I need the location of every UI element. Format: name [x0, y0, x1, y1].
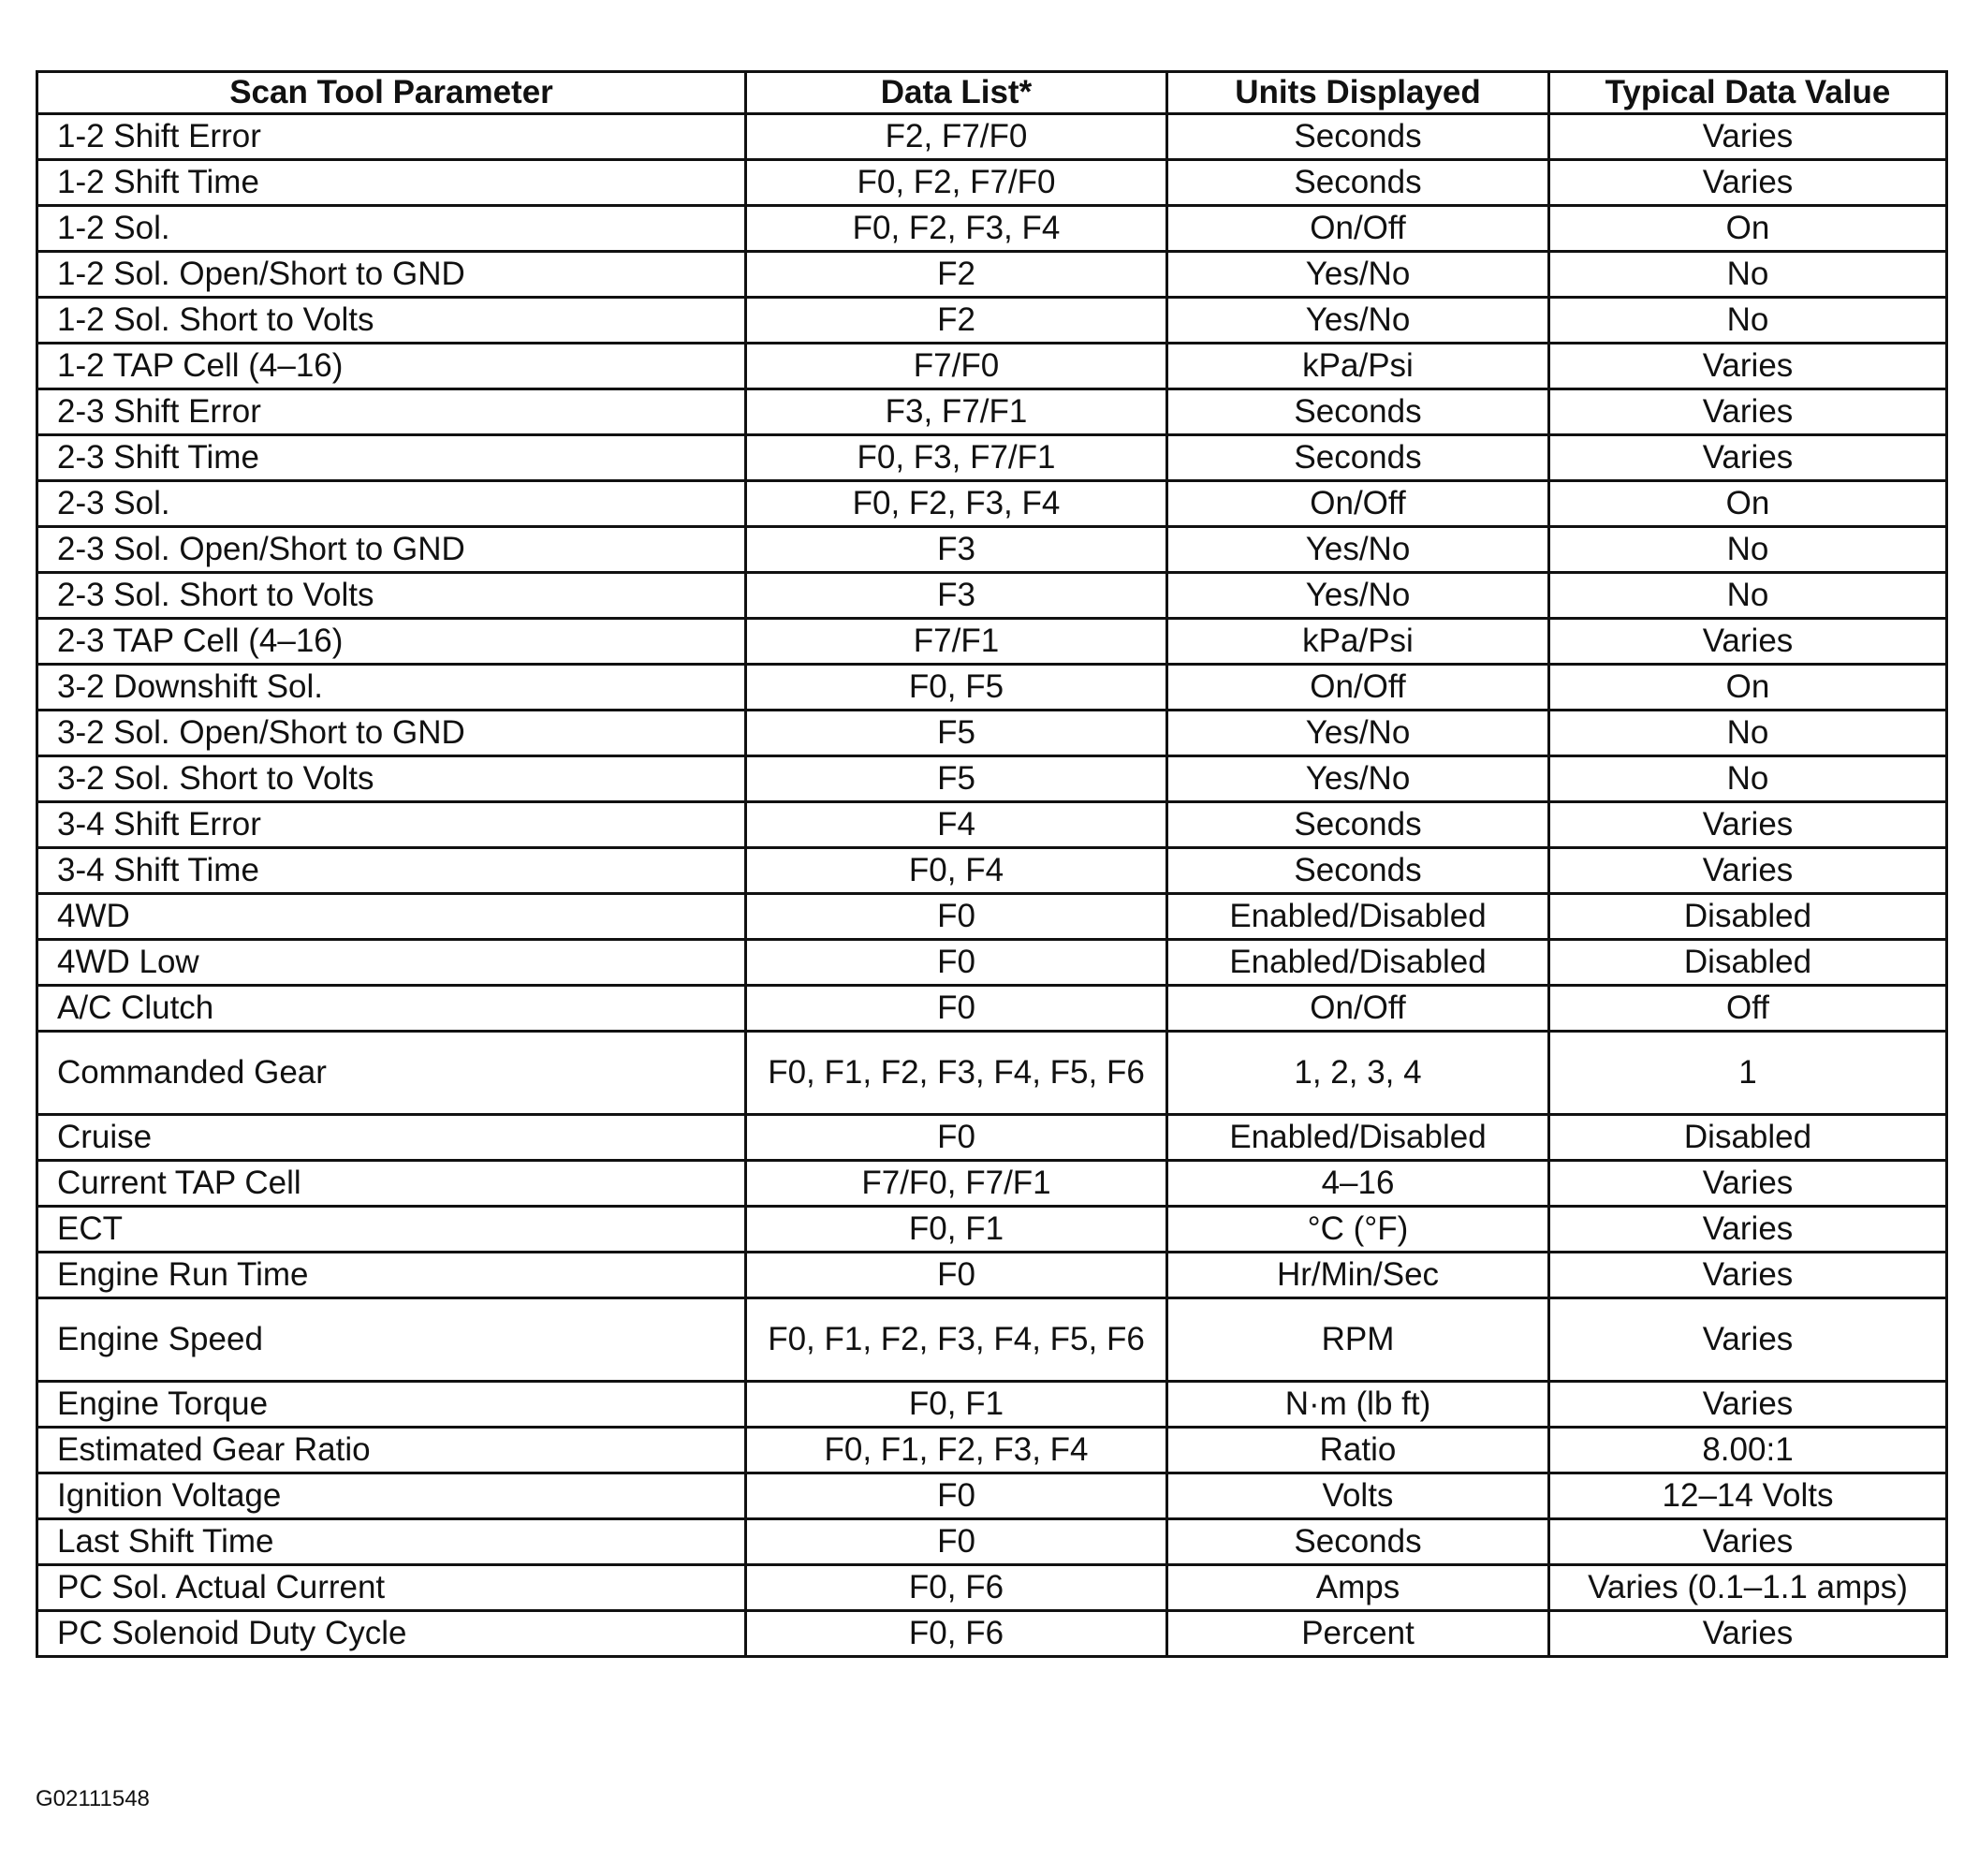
units-cell: Enabled/Disabled: [1167, 894, 1549, 940]
parameter-cell: 1-2 Shift Time: [37, 160, 746, 206]
units-cell: Percent: [1167, 1611, 1549, 1657]
parameter-cell: 1-2 Sol. Open/Short to GND: [37, 252, 746, 298]
table-row: [37, 711, 1947, 756]
data-list-cell: F0, F2, F3, F4: [746, 206, 1167, 252]
table-row: [37, 252, 1947, 298]
typical-value-cell: Varies: [1549, 619, 1947, 665]
units-cell: 1, 2, 3, 4: [1167, 1032, 1549, 1115]
data-list-cell: F7/F1: [746, 619, 1167, 665]
table-row: [37, 1382, 1947, 1428]
parameter-cell: 2-3 Sol. Short to Volts: [37, 573, 746, 619]
units-cell: 4–16: [1167, 1161, 1549, 1207]
parameter-cell: 1-2 Sol.: [37, 206, 746, 252]
typical-value-cell: On: [1549, 665, 1947, 711]
table-row: [37, 1298, 1947, 1382]
parameter-cell: 3-2 Downshift Sol.: [37, 665, 746, 711]
table-row: [37, 756, 1947, 802]
table-row: [37, 1161, 1947, 1207]
table-row: [37, 527, 1947, 573]
data-list-cell: F5: [746, 711, 1167, 756]
units-cell: Amps: [1167, 1565, 1549, 1611]
units-cell: Yes/No: [1167, 573, 1549, 619]
units-cell: Yes/No: [1167, 298, 1549, 344]
table-row: [37, 665, 1947, 711]
data-list-cell: F0, F6: [746, 1565, 1167, 1611]
units-cell: kPa/Psi: [1167, 619, 1549, 665]
units-cell: Seconds: [1167, 160, 1549, 206]
table-row: [37, 1032, 1947, 1115]
data-list-cell: F0: [746, 1519, 1167, 1565]
units-cell: Yes/No: [1167, 252, 1549, 298]
typical-value-cell: Varies: [1549, 389, 1947, 435]
data-list-cell: F0: [746, 1115, 1167, 1161]
data-list-cell: F0: [746, 1253, 1167, 1298]
units-cell: °C (°F): [1167, 1207, 1549, 1253]
table-row: [37, 481, 1947, 527]
typical-value-cell: No: [1549, 252, 1947, 298]
parameter-cell: A/C Clutch: [37, 986, 746, 1032]
table-row: [37, 206, 1947, 252]
units-cell: RPM: [1167, 1298, 1549, 1382]
table-body: [37, 114, 1947, 1657]
units-cell: Volts: [1167, 1473, 1549, 1519]
units-cell: kPa/Psi: [1167, 344, 1549, 389]
figure-id: G02111548: [36, 1786, 150, 1811]
parameter-cell: PC Sol. Actual Current: [37, 1565, 746, 1611]
table-row: [37, 344, 1947, 389]
units-cell: On/Off: [1167, 665, 1549, 711]
data-list-cell: F0: [746, 1473, 1167, 1519]
data-list-cell: F3: [746, 573, 1167, 619]
units-cell: Seconds: [1167, 435, 1549, 481]
typical-value-cell: Disabled: [1549, 940, 1947, 986]
typical-value-cell: Varies: [1549, 802, 1947, 848]
parameter-cell: Current TAP Cell: [37, 1161, 746, 1207]
units-cell: Seconds: [1167, 114, 1549, 160]
table-row: [37, 1611, 1947, 1657]
units-cell: Seconds: [1167, 848, 1549, 894]
typical-value-cell: No: [1549, 711, 1947, 756]
typical-value-cell: Varies: [1549, 1253, 1947, 1298]
typical-value-cell: No: [1549, 756, 1947, 802]
data-list-cell: F0, F1, F2, F3, F4: [746, 1428, 1167, 1473]
table-row: [37, 1207, 1947, 1253]
data-list-cell: F3, F7/F1: [746, 389, 1167, 435]
parameter-cell: 2-3 Shift Time: [37, 435, 746, 481]
typical-value-cell: Varies: [1549, 114, 1947, 160]
units-cell: Seconds: [1167, 1519, 1549, 1565]
data-list-cell: F7/F0, F7/F1: [746, 1161, 1167, 1207]
typical-value-cell: Varies: [1549, 1298, 1947, 1382]
typical-value-cell: On: [1549, 206, 1947, 252]
parameter-cell: 4WD Low: [37, 940, 746, 986]
units-cell: Yes/No: [1167, 527, 1549, 573]
table-row: [37, 940, 1947, 986]
parameter-cell: ECT: [37, 1207, 746, 1253]
parameter-cell: 2-3 Sol. Open/Short to GND: [37, 527, 746, 573]
data-list-cell: F2: [746, 252, 1167, 298]
data-list-cell: F0, F4: [746, 848, 1167, 894]
table-row: [37, 573, 1947, 619]
data-list-cell: F0: [746, 940, 1167, 986]
parameter-cell: Cruise: [37, 1115, 746, 1161]
parameter-cell: Engine Torque: [37, 1382, 746, 1428]
table-row: [37, 1519, 1947, 1565]
typical-value-cell: Varies: [1549, 160, 1947, 206]
typical-value-cell: 12–14 Volts: [1549, 1473, 1947, 1519]
table-row: [37, 114, 1947, 160]
data-list-cell: F7/F0: [746, 344, 1167, 389]
parameter-cell: 4WD: [37, 894, 746, 940]
parameter-cell: Estimated Gear Ratio: [37, 1428, 746, 1473]
units-cell: Yes/No: [1167, 756, 1549, 802]
typical-value-cell: Varies: [1549, 1611, 1947, 1657]
data-list-cell: F0: [746, 986, 1167, 1032]
typical-value-cell: Varies: [1549, 1161, 1947, 1207]
units-cell: On/Off: [1167, 986, 1549, 1032]
table-row: [37, 894, 1947, 940]
header-data-list: Data List*: [746, 72, 1167, 114]
data-list-cell: F0: [746, 894, 1167, 940]
parameter-cell: PC Solenoid Duty Cycle: [37, 1611, 746, 1657]
typical-value-cell: Varies: [1549, 848, 1947, 894]
data-list-cell: F0, F1: [746, 1382, 1167, 1428]
parameter-cell: 2-3 Sol.: [37, 481, 746, 527]
typical-value-cell: 1: [1549, 1032, 1947, 1115]
typical-value-cell: Varies (0.1–1.1 amps): [1549, 1565, 1947, 1611]
data-list-cell: F2: [746, 298, 1167, 344]
data-list-cell: F0, F2, F7/F0: [746, 160, 1167, 206]
parameter-cell: 2-3 TAP Cell (4–16): [37, 619, 746, 665]
table-row: [37, 435, 1947, 481]
typical-value-cell: 8.00:1: [1549, 1428, 1947, 1473]
typical-value-cell: Varies: [1549, 1207, 1947, 1253]
parameter-cell: 3-4 Shift Time: [37, 848, 746, 894]
parameter-cell: Ignition Voltage: [37, 1473, 746, 1519]
typical-value-cell: Off: [1549, 986, 1947, 1032]
table-row: [37, 802, 1947, 848]
units-cell: Enabled/Disabled: [1167, 940, 1549, 986]
table-row: [37, 389, 1947, 435]
data-list-cell: F0, F1: [746, 1207, 1167, 1253]
data-list-cell: F0, F1, F2, F3, F4, F5, F6: [746, 1032, 1167, 1115]
data-list-cell: F3: [746, 527, 1167, 573]
parameter-cell: 1-2 Shift Error: [37, 114, 746, 160]
parameter-cell: 3-2 Sol. Short to Volts: [37, 756, 746, 802]
data-sheet: [36, 70, 1945, 1658]
typical-value-cell: No: [1549, 298, 1947, 344]
units-cell: Enabled/Disabled: [1167, 1115, 1549, 1161]
units-cell: N·m (lb ft): [1167, 1382, 1549, 1428]
data-list-cell: F4: [746, 802, 1167, 848]
typical-value-cell: Varies: [1549, 344, 1947, 389]
typical-value-cell: Varies: [1549, 1382, 1947, 1428]
typical-value-cell: Varies: [1549, 1519, 1947, 1565]
units-cell: On/Off: [1167, 481, 1549, 527]
table-row: [37, 848, 1947, 894]
data-list-cell: F0, F3, F7/F1: [746, 435, 1167, 481]
header-units-displayed: Units Displayed: [1167, 72, 1549, 114]
header-scan-tool-parameter: Scan Tool Parameter: [37, 72, 746, 114]
data-list-cell: F5: [746, 756, 1167, 802]
typical-value-cell: No: [1549, 573, 1947, 619]
data-list-cell: F2, F7/F0: [746, 114, 1167, 160]
table-row: [37, 1565, 1947, 1611]
data-list-cell: F0, F2, F3, F4: [746, 481, 1167, 527]
units-cell: Yes/No: [1167, 711, 1549, 756]
header-typical-data-value: Typical Data Value: [1549, 72, 1947, 114]
table-row: [37, 619, 1947, 665]
typical-value-cell: Disabled: [1549, 1115, 1947, 1161]
parameter-cell: 3-4 Shift Error: [37, 802, 746, 848]
scan-tool-data-table: [36, 70, 1948, 1658]
table-row: [37, 1428, 1947, 1473]
parameter-cell: Engine Speed: [37, 1298, 746, 1382]
data-list-cell: F0, F5: [746, 665, 1167, 711]
parameter-cell: Commanded Gear: [37, 1032, 746, 1115]
table-row: [37, 1115, 1947, 1161]
units-cell: On/Off: [1167, 206, 1549, 252]
data-list-cell: F0, F1, F2, F3, F4, F5, F6: [746, 1298, 1167, 1382]
data-list-cell: F0, F6: [746, 1611, 1167, 1657]
typical-value-cell: No: [1549, 527, 1947, 573]
parameter-cell: Engine Run Time: [37, 1253, 746, 1298]
table-row: [37, 298, 1947, 344]
parameter-cell: 1-2 TAP Cell (4–16): [37, 344, 746, 389]
table-row: [37, 1473, 1947, 1519]
parameter-cell: Last Shift Time: [37, 1519, 746, 1565]
typical-value-cell: Varies: [1549, 435, 1947, 481]
header-row: [37, 72, 1947, 114]
units-cell: Seconds: [1167, 802, 1549, 848]
parameter-cell: 1-2 Sol. Short to Volts: [37, 298, 746, 344]
units-cell: Hr/Min/Sec: [1167, 1253, 1549, 1298]
table-row: [37, 1253, 1947, 1298]
typical-value-cell: On: [1549, 481, 1947, 527]
parameter-cell: 2-3 Shift Error: [37, 389, 746, 435]
table-row: [37, 160, 1947, 206]
units-cell: Ratio: [1167, 1428, 1549, 1473]
table-row: [37, 986, 1947, 1032]
parameter-cell: 3-2 Sol. Open/Short to GND: [37, 711, 746, 756]
typical-value-cell: Disabled: [1549, 894, 1947, 940]
units-cell: Seconds: [1167, 389, 1549, 435]
